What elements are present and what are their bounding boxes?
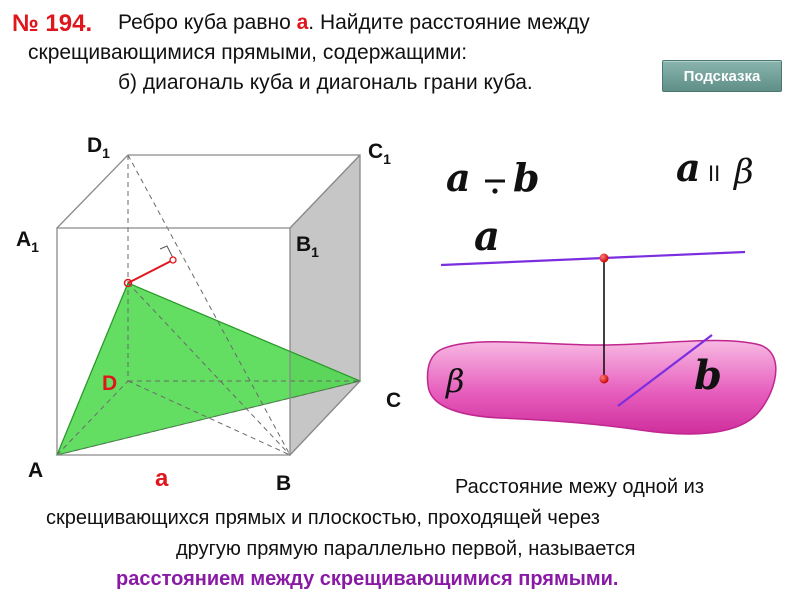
vertex-B1-letter: B <box>296 233 312 256</box>
vertex-label-D1 <box>87 134 110 161</box>
vertex-label-C: C <box>386 389 402 412</box>
vertex-C1-subscript: 1 <box>383 151 391 167</box>
plane-beta-label: β <box>446 362 465 400</box>
line-a-label: a <box>474 213 500 260</box>
common-perpendicular <box>128 260 173 283</box>
cube-right-face <box>290 155 360 455</box>
hint-button[interactable]: Подсказка <box>662 60 782 92</box>
definition-line-1: Расстояние межу одной из <box>455 476 704 498</box>
notation-parallel-a: a <box>676 145 701 190</box>
definition-line-4: расстоянием между скрещивающимися прямыми. <box>116 568 619 590</box>
vertex-D1-letter: D <box>87 134 103 157</box>
problem-line-2: скрещивающимися прямыми, содержащими: <box>28 41 468 64</box>
vertex-label-A: A <box>28 459 44 482</box>
perpendicular-end-point <box>170 257 176 263</box>
notation-parallel-beta: β <box>734 152 754 192</box>
edge-label-a: а <box>155 465 169 492</box>
distance-top-point <box>600 254 609 263</box>
vertex-D1-subscript: 1 <box>102 145 110 161</box>
notation-skew-b: b <box>513 155 540 200</box>
problem-line-3: б) диагональ куба и диагональ грани куба. <box>118 71 533 94</box>
definition-line-2: скрещивающихся прямых и плоскостью, проходящей через <box>46 507 600 529</box>
vertex-label-C1 <box>368 140 391 167</box>
problem-number: № 194. <box>12 10 93 37</box>
vertex-C1-letter: C <box>368 140 384 163</box>
cube <box>57 155 360 455</box>
vertex-A1-subscript: 1 <box>31 239 39 255</box>
line-b-label: b <box>694 352 722 399</box>
plane-beta <box>428 341 776 434</box>
vertex-B1-subscript: 1 <box>311 244 319 260</box>
distance-bottom-point <box>600 375 609 384</box>
problem-line-1-end: . Найдите расстояние между <box>308 11 590 34</box>
skew-symbol-dot <box>492 188 497 193</box>
problem-line-1-start: Ребро куба равно <box>118 11 297 34</box>
skew-lines-figure <box>428 145 776 434</box>
vertex-A1-letter: A <box>16 228 32 251</box>
definition-line-3: другую прямую параллельно первой, называется <box>176 538 636 560</box>
parallel-sign: II <box>708 161 721 186</box>
vertex-label-D: D <box>102 372 118 395</box>
vertex-label-A1 <box>16 228 39 255</box>
right-angle-mark <box>160 246 173 258</box>
vertex-label-B: B <box>276 472 292 495</box>
notation-skew-a: a <box>446 155 471 200</box>
edge-variable: а <box>296 11 309 34</box>
